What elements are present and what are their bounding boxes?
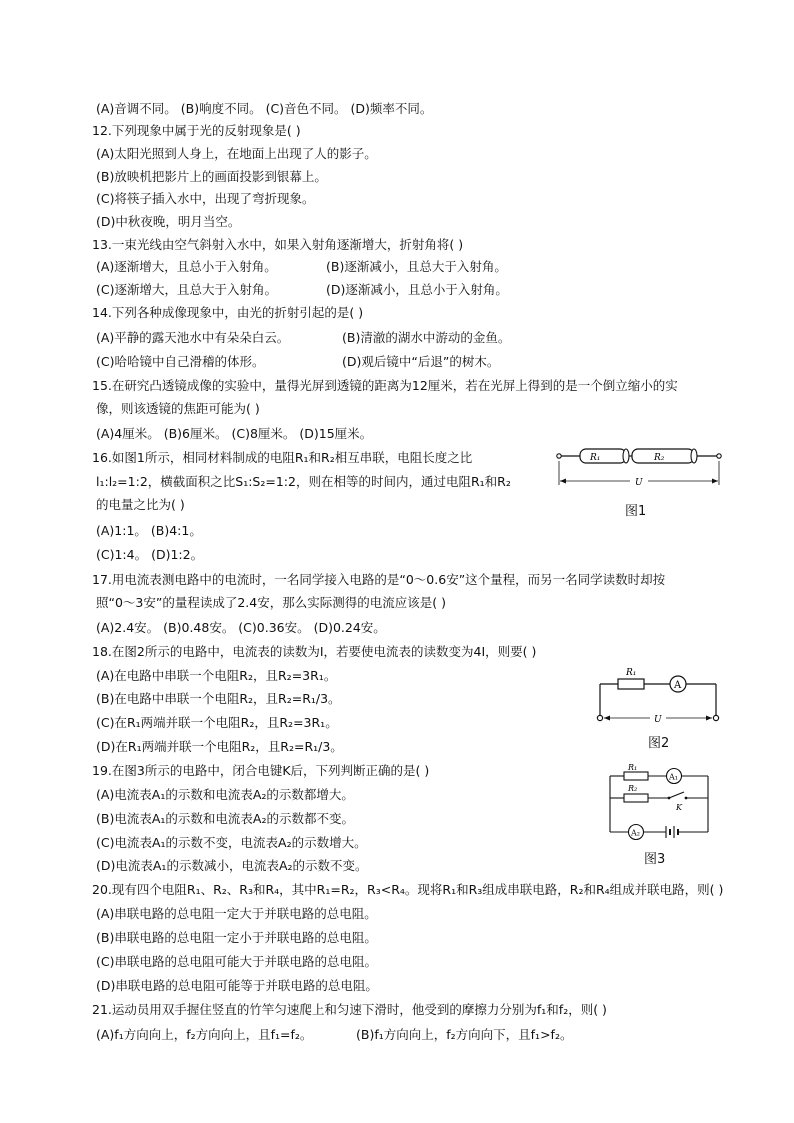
- q19-option-b: (B)电流表A₁的示数和电流表A₂的示数都不变。: [96, 811, 354, 826]
- q16-options-ab: (A)1:1。 (B)4:1。: [96, 523, 202, 538]
- figure-3-circuit: [604, 760, 716, 846]
- fig2-u-label: U: [654, 715, 662, 725]
- q13-stem: 13.一束光线由空气斜射入水中，如果入射角逐渐增大，折射角将( ): [92, 237, 464, 252]
- q20-option-a: (A)串联电路的总电阻一定大于并联电路的总电阻。: [96, 906, 377, 921]
- q18-option-a: (A)在电路中串联一个电阻R₂，且R₂=3R₁。: [96, 668, 337, 683]
- q19-option-d: (D)电流表A₁的示数减小，电流表A₂的示数不变。: [96, 858, 368, 873]
- q13-option-d: (D)逐渐减小，且总小于入射角。: [326, 282, 508, 297]
- q18-option-b: (B)在电路中串联一个电阻R₂，且R₂=R₁/3。: [96, 691, 341, 706]
- fig3-a2-label: A₂: [631, 828, 640, 838]
- q18-option-d: (D)在R₁两端并联一个电阻R₂，且R₂=R₁/3。: [96, 739, 343, 754]
- q18-stem: 18.在图2所示的电路中，电流表的读数为I，若要使电流表的读数变为4I，则要( ): [92, 644, 537, 659]
- q14-stem: 14.下列各种成像现象中，由光的折射引起的是( ): [92, 305, 364, 320]
- q12-stem: 12.下列现象中属于光的反射现象是( ): [92, 123, 301, 138]
- fig1-r1-label: R₁: [590, 453, 601, 463]
- q13-option-b: (B)逐渐减小，且总大于入射角。: [326, 259, 507, 274]
- fig2-r1-label: R₁: [626, 668, 637, 678]
- q15-stem-line2: 像，则该透镜的焦距可能为( ): [96, 401, 260, 416]
- q17-stem-line1: 17.用电流表测电路中的电流时，一名同学接入电路的是“0～0.6安”这个量程，而另一名同学读数时却按: [92, 572, 666, 587]
- fig2-ammeter-label: A: [674, 680, 682, 691]
- q14-option-b: (B)清澈的湖水中游动的金鱼。: [342, 330, 511, 345]
- q17-stem-line2: 照“0～3安”的量程读成了2.4安，那么实际测得的电流应该是( ): [96, 595, 446, 610]
- q16-stem-line2: l₁:l₂=1:2，横截面积之比S₁:S₂=1:2，则在相等的时间内，通过电阻R₁和R₂: [96, 474, 511, 489]
- q14-option-a: (A)平静的露天池水中有朵朵白云。: [96, 330, 290, 345]
- fig3-r2-label: R₂: [628, 784, 638, 793]
- q21-stem: 21.运动员用双手握住竖直的竹竿匀速爬上和匀速下滑时，他受到的摩擦力分别为f₁和f₂，则( ): [92, 1002, 607, 1017]
- figure-1-caption: 图1: [625, 504, 647, 519]
- q20-option-b: (B)串联电路的总电阻一定小于并联电路的总电阻。: [96, 930, 377, 945]
- figure-1-resistors: [556, 445, 724, 495]
- fig3-r1-label: R₁: [628, 763, 638, 772]
- q16-options-cd: (C)1:4。 (D)1:2。: [96, 547, 204, 562]
- q11-options: (A)音调不同。 (B)响度不同。 (C)音色不同。 (D)频率不同。: [96, 101, 433, 116]
- q12-option-d: (D)中秋夜晚，明月当空。: [96, 214, 241, 229]
- fig3-a1-label: A₁: [669, 772, 678, 782]
- fig1-u-label: U: [635, 478, 643, 488]
- q14-option-d: (D)观后镜中“后退”的树木。: [342, 354, 500, 369]
- fig1-r2-label: R₂: [654, 453, 665, 463]
- q15-options: (A)4厘米。 (B)6厘米。 (C)8厘米。 (D)15厘米。: [96, 426, 373, 441]
- q20-option-c: (C)串联电路的总电阻可能大于并联电路的总电阻。: [96, 954, 377, 969]
- q20-stem: 20.现有四个电阻R₁、R₂、R₃和R₄，其中R₁=R₂，R₃<R₄。现将R₁和R₃组成串联电路，R₂和R₄组成并联电路，则( ): [92, 882, 724, 897]
- fig3-k-label: K: [676, 803, 682, 812]
- q19-stem: 19.在图3所示的电路中，闭合电键K后，下列判断正确的是( ): [92, 763, 430, 778]
- q15-stem-line1: 15.在研究凸透镜成像的实验中，量得光屏到透镜的距离为12厘米，若在光屏上得到的是一个倒立缩小的实: [92, 378, 678, 393]
- q21-option-b: (B)f₁方向向上，f₂方向向下，且f₁>f₂。: [356, 1027, 573, 1042]
- q12-option-b: (B)放映机把影片上的画面投影到银幕上。: [96, 169, 327, 184]
- q16-stem-line3: 的电量之比为( ): [96, 497, 185, 512]
- q13-option-a: (A)逐渐增大，且总小于入射角。: [96, 259, 277, 274]
- figure-2-caption: 图2: [648, 736, 670, 751]
- q12-option-a: (A)太阳光照到人身上，在地面上出现了人的影子。: [96, 146, 377, 161]
- figure-3-caption: 图3: [644, 852, 666, 867]
- q21-option-a: (A)f₁方向向上，f₂方向向上，且f₁=f₂。: [96, 1027, 313, 1042]
- q13-option-c: (C)逐渐增大，且总大于入射角。: [96, 282, 277, 297]
- q12-option-c: (C)将筷子插入水中，出现了弯折现象。: [96, 191, 315, 206]
- q18-option-c: (C)在R₁两端并联一个电阻R₂，且R₂=3R₁。: [96, 715, 338, 730]
- q16-stem-line1: 16.如图1所示，相同材料制成的电阻R₁和R₂相互串联，电阻长度之比: [92, 450, 473, 465]
- q17-options: (A)2.4安。 (B)0.48安。 (C)0.36安。 (D)0.24安。: [96, 620, 386, 635]
- q14-option-c: (C)哈哈镜中自己滑稽的体形。: [96, 354, 265, 369]
- q20-option-d: (D)串联电路的总电阻可能等于并联电路的总电阻。: [96, 978, 378, 993]
- q19-option-a: (A)电流表A₁的示数和电流表A₂的示数都增大。: [96, 787, 354, 802]
- figure-2-circuit: [592, 664, 724, 728]
- q19-option-c: (C)电流表A₁的示数不变，电流表A₂的示数增大。: [96, 835, 367, 850]
